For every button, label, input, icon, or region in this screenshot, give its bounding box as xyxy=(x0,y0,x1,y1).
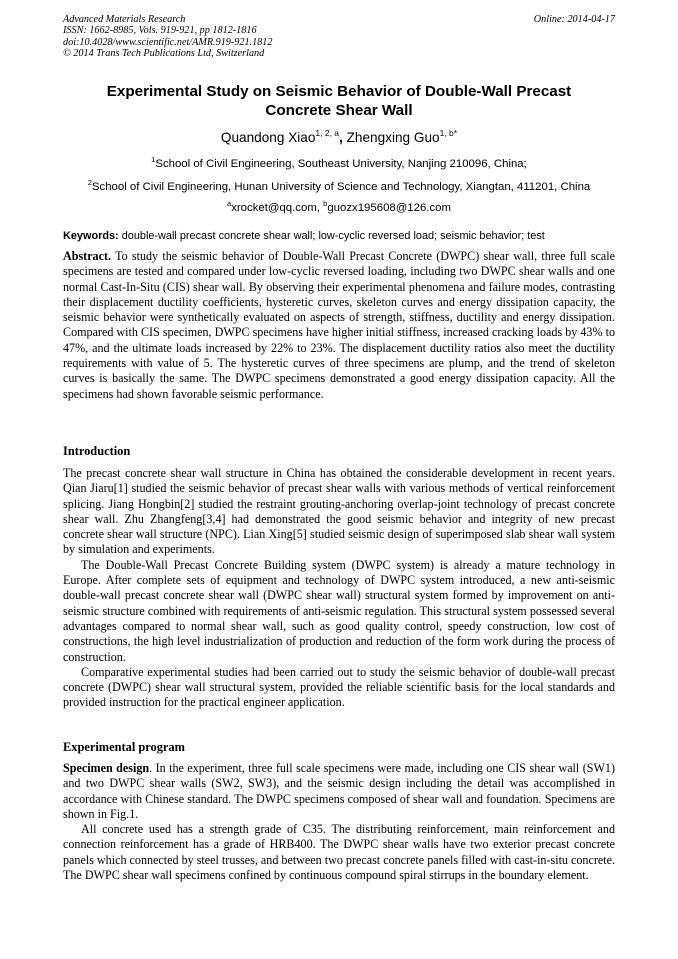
paragraph: All concrete used has a strength grade of C35. The distributing reinforcement, main reinforcement and connection reinforcement has a grade of HRB400. The DWPC shear walls have two exterior precast concrete panels which connected by steel trusses, and between two precast concrete panels filled with cast-in-situ concrete. The DWPC shear wall specimens confined by continuous compound spiral stirrups in the boundary element. xyxy=(63,822,615,883)
email-link[interactable]: xrocket@qq.com, xyxy=(231,202,320,214)
paragraph: The precast concrete shear wall structure in China has obtained the considerable development in recent years. Qian Jiaru[1] studied the seismic behavior of precast shear walls with various methods of vertical reinforcement splicing. Jiang Hongbin[2] studied the restraint grouting-anchoring overlap-joint technology of precast concrete shear wall. Zhu Zhangfeng[3,4] had demonstrated the good seismic behavior and integrity of new precast concrete shear wall structure (NPC). Lian Xing[5] studied seismic design of superimposed slab shear wall system by simulation and experiments. xyxy=(63,466,615,557)
author-emails xyxy=(63,201,615,215)
keywords-label: Keywords: xyxy=(63,230,119,242)
copyright-line: © 2014 Trans Tech Publications Ltd, Switzerland xyxy=(63,47,265,59)
affiliation-1 xyxy=(63,157,615,171)
title-line-1: Experimental Study on Seismic Behavior of Double-Wall Precast xyxy=(106,83,572,100)
paragraph-text: . In the experiment, three full scale specimens were made, including one CIS shear wall (SW1) and two DWPC shear walls (SW2, SW3), and the seismic design including the detail was accomplished in accordance with Chinese standard. The DWPC specimens composed of shear wall and foundation. Specimens are shown in Fig.1. xyxy=(63,761,615,821)
affiliation-marker: 1 xyxy=(151,155,156,164)
paragraph: The Double-Wall Precast Concrete Building system (DWPC system) is already a mature technology in Europe. After complete sets of equipment and technology of DWPC system introduced, a new anti-seismic double-wall precast concrete shear wall (DWPC shear wall) structural system formed by improvement on anti-seismic structure combined with requirements of anti-seismic regulation. This structural system possessed several advantages compared to normal shear wall, such as good quality control, speedy construction, low cost of constructions, the high level industrialization of production and reduction of the form work during the process of construction. xyxy=(63,557,615,664)
section-heading-experimental-program: Experimental program xyxy=(63,740,185,754)
keywords-text: double-wall precast concrete shear wall; low-cyclic reversed load; seismic behavior; test xyxy=(121,230,545,242)
paragraph xyxy=(63,761,615,822)
section-heading-introduction: Introduction xyxy=(63,444,131,458)
abstract-label: Abstract. xyxy=(63,249,112,263)
abstract xyxy=(63,249,615,402)
author-separator: , xyxy=(339,130,343,145)
experimental-section xyxy=(63,761,615,883)
issn-line: ISSN: 1662-8985, Vols. 919-921, pp 1812-1816 xyxy=(63,25,257,37)
author-affiliation-marker: 1, 2, a xyxy=(315,128,340,138)
author-list xyxy=(63,129,615,147)
author-affiliation-marker: 1, b* xyxy=(439,128,458,138)
paper-title xyxy=(63,82,615,120)
introduction-section xyxy=(63,466,615,711)
affiliation-text: School of Civil Engineering, Southeast University, Nanjing 210096, China; xyxy=(155,158,527,170)
journal-header xyxy=(63,14,483,59)
affiliation-marker: 2 xyxy=(87,178,92,187)
title-line-2: Concrete Shear Wall xyxy=(265,102,413,119)
affiliation-2 xyxy=(63,180,615,194)
paragraph: Comparative experimental studies had been carried out to study the seismic behavior of double-wall precast concrete (DWPC) shear wall structural system, provided the reliable scientific basis for the local standards and provided instruction for the practical engineer application. xyxy=(63,664,615,710)
author-name: Zhengxing Guo xyxy=(346,130,440,145)
journal-name: Advanced Materials Research xyxy=(63,14,186,25)
run-in-heading: Specimen design xyxy=(63,761,150,775)
doi-line: doi:10.4028/www.scientific.net/AMR.919-921.1812 xyxy=(63,36,273,48)
author-name: Quandong Xiao xyxy=(220,130,316,145)
email-marker: b xyxy=(323,199,328,208)
email-marker: a xyxy=(227,199,232,208)
abstract-text: To study the seismic behavior of Double-Wall Precast Concrete (DWPC) shear wall, three full scale specimens are tested and compared under low-cyclic reversed loading, including two DWPC shear walls and one normal Cast-In-Situ (CIS) shear wall. By observing their experimental phenomena and failure modes, contrasting their displacement ductility coefficients, hysteretic curves, skeleton curves and energy dissipation capacity, the seismic behavior were synthetically evaluated on aspects of strength, stiffness, ductility and energy dissipation. Compared with CIS specimen, DWPC specimens have higher initial stiffness, increased cracking loads by 43% to 47%, and the ultimate loads increased by 22% to 23%. The displacement ductility ratios also meet the ductility requirements with value of 5. The hysteretic curves of three specimens are plump, and the trend of skeleton curves is basically the same. The DWPC specimens demonstrated a good energy dissipation capacity. All the specimens had shown favorable seismic performance. xyxy=(63,249,615,401)
affiliation-text: School of Civil Engineering, Hunan University of Science and Technology, Xiangtan, 411201, China xyxy=(91,181,591,193)
online-date: Online: 2014-04-17 xyxy=(533,14,615,25)
keywords xyxy=(63,229,615,243)
email-link[interactable]: guozx195608@126.com xyxy=(327,202,451,214)
